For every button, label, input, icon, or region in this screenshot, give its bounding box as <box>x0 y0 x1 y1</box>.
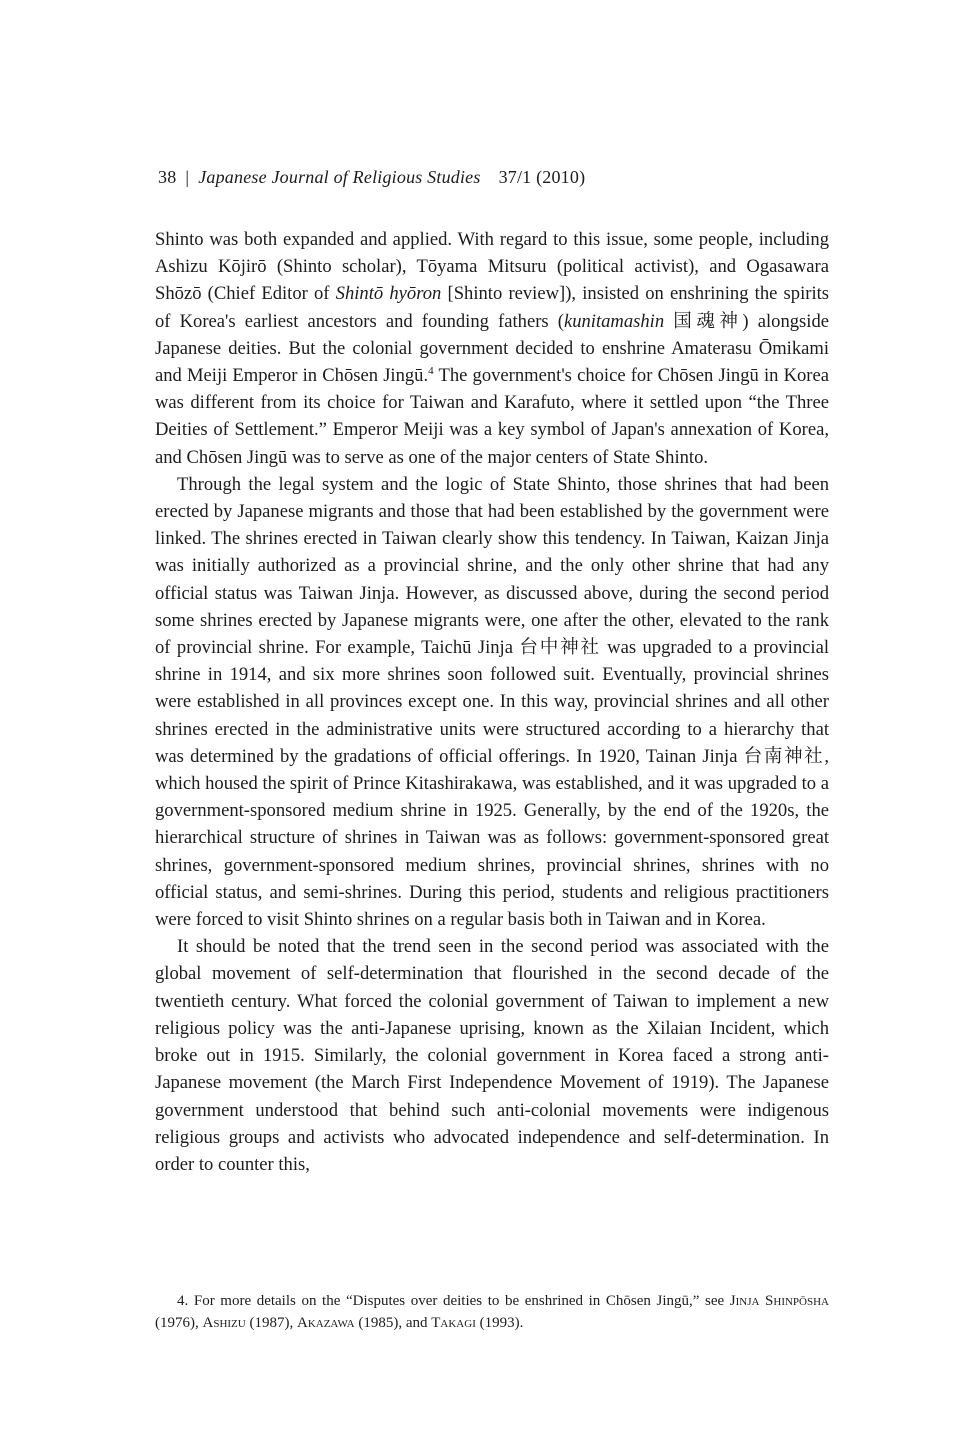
paragraph-1 <box>155 226 829 471</box>
footnote-fragment: (1993). <box>475 1315 524 1331</box>
header-separator: | <box>185 167 190 187</box>
citation-takagi: Takagi <box>431 1315 476 1331</box>
body-text <box>155 226 829 1178</box>
citation-jinja-shinposha: Jinja Shinpōsha <box>729 1293 829 1309</box>
citation-akazawa: Akazawa <box>296 1315 355 1331</box>
journal-issue: 37/1 (2010) <box>498 167 586 187</box>
italic-title-shinto-hyoron: Shintō hyōron <box>335 283 442 305</box>
citation-ashizu: Ashizu <box>202 1315 246 1331</box>
italic-term-kunitamashin: kunitamashin <box>563 310 665 332</box>
footnote-4 <box>155 1290 829 1334</box>
journal-title: Japanese Journal of Religious Studies <box>198 167 481 187</box>
footnote-fragment: (1985), and <box>354 1315 432 1331</box>
running-head <box>158 164 585 190</box>
footnote-fragment: For more details on the “Disputes over deities to be enshrined in Chōsen Jingū,” see <box>188 1293 730 1309</box>
page-number: 38 <box>158 167 177 187</box>
footnote-fragment: (1976), <box>155 1315 203 1331</box>
footnote-text <box>155 1290 829 1334</box>
paragraph-1-text: [Shinto review]), insisted on enshrining the spirits of Korea's earliest ancestors and founding fathers ( <box>155 283 830 332</box>
paragraph-3: It should be noted that the trend seen in the second period was associated with the global movement of self-determination that flourished in the second decade of the twentieth century. What forced the colonial government of Taiwan to implement a new religious policy was the anti-Japanese uprising, known as the Xilaian Incident, which broke out in 1915. Similarly, the colonial government in Korea faced a strong anti-Japanese movement (the March First Independence Movement of 1919). The Japanese government understood that behind such anti-colonial movements were indigenous religious groups and activists who advocated independence and self-determination. In order to counter this, <box>155 936 829 1175</box>
footnote-fragment: (1987), <box>245 1315 297 1331</box>
footnote-number: 4. <box>177 1293 189 1309</box>
paragraph-2: Through the legal system and the logic of State Shinto, those shrines that had been erected by Japanese migrants and those that had been established by the government were linked. The shrines erected in Taiwan clearly show this tendency. In Taiwan, Kaizan Jinja was initially authorized as a provincial shrine, and the only other shrine that had any official status was Taiwan Jinja. However, as discussed above, during the second period some shrines erected by Japanese migrants were, one after the other, elevated to the rank of provincial shrine. For example, Taichū Jinja 台中神社 was upgraded to a provincial shrine in 1914, and six more shrines soon followed suit. Eventually, provincial shrines were established in all provinces except one. In this way, provincial shrines and all other shrines erected in the administrative units were structured according to a hierarchy that was determined by the gradations of official offerings. In 1920, Tainan Jinja 台南神社, which housed the spirit of Prince Kitashirakawa, was established, and it was upgraded to a government-sponsored medium shrine in 1925. Generally, by the end of the 1920s, the hierarchical structure of shrines in Taiwan was as follows: government-sponsored great shrines, government-sponsored medium shrines, provincial shrines, shrines with no official status, and semi-shrines. During this period, students and religious practitioners were forced to visit Shinto shrines on a regular basis both in Taiwan and in Korea. <box>155 473 829 931</box>
footnote-reference-4[interactable]: 4 <box>428 365 434 378</box>
paragraph-1-text: Shinto was both expanded and applied. With regard to this issue, some people, including Ashizu Kōjirō (Shinto scholar), Tōyama Mitsuru (political activist), and Ogasawara Shōzō (Chief Editor of <box>155 229 829 305</box>
paragraph-1-text: The government's choice for Chōsen Jingū in Korea was different from its choice for Taiwan and Karafuto, where it settled upon “the Three Deities of Settlement.” Emperor Meiji was a key symbol of Japan's annexation of Korea, and Chōsen Jingū was to serve as one of the major centers of State Shinto. <box>155 365 829 468</box>
paragraph-1-text: 国魂神) alongside Japanese deities. But the colonial government decided to enshrine Amaterasu Ōmikami and Meiji Emperor in Chōsen Jingū. <box>155 310 830 387</box>
